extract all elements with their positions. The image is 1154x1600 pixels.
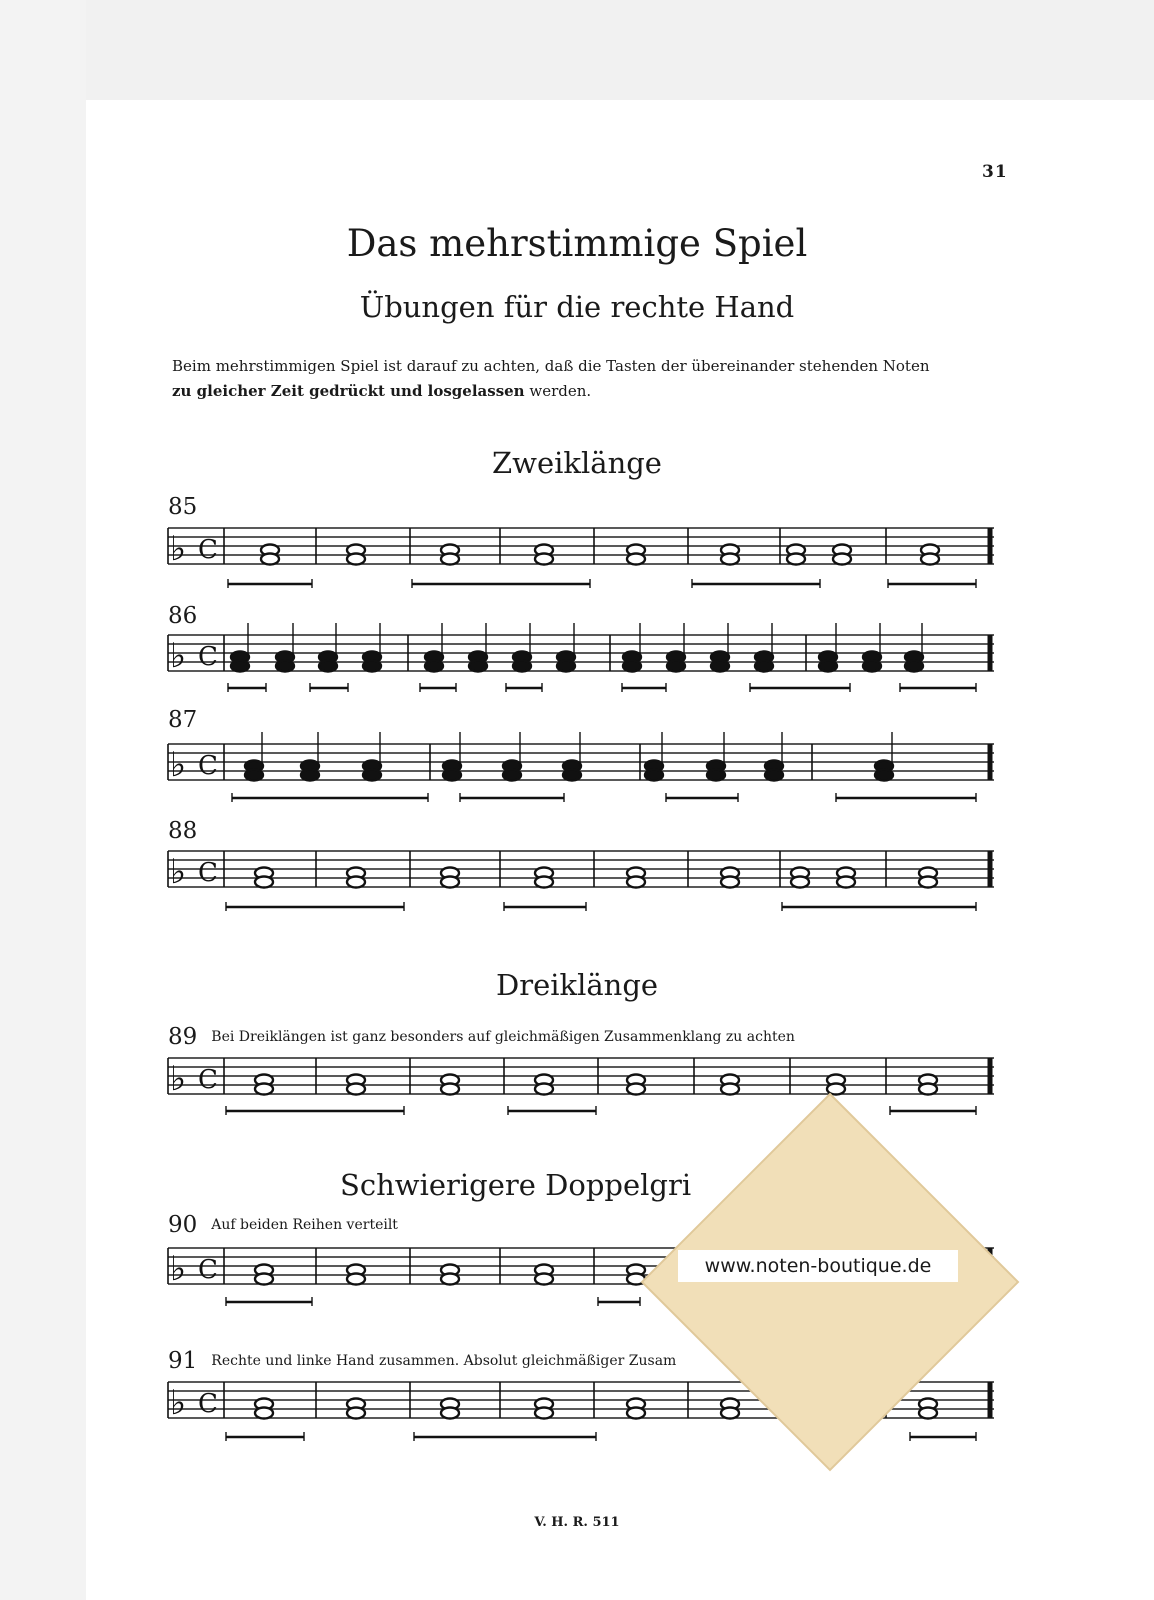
chord-note	[441, 877, 459, 888]
time-signature-icon: C	[198, 535, 218, 565]
chord-note	[513, 661, 531, 672]
chord-note	[863, 661, 881, 672]
chord-note	[347, 1274, 365, 1285]
shop-url-label: www.noten-boutique.de	[678, 1250, 958, 1282]
chord-note	[443, 770, 461, 781]
intro-line-1: Beim mehrstimmigen Spiel ist darauf zu achten, daß die Tasten der übereinander stehenden Noten	[172, 357, 930, 375]
chord-note	[347, 554, 365, 565]
bass-clef-icon: ♭	[170, 529, 187, 569]
publisher-code: V. H. R. 511	[534, 1515, 620, 1530]
chord-note	[301, 770, 319, 781]
chord-note	[261, 554, 279, 565]
chord-note	[819, 661, 837, 672]
chord-note	[837, 877, 855, 888]
chord-note	[791, 877, 809, 888]
chord-note	[347, 1084, 365, 1095]
bass-clef-icon: ♭	[170, 745, 187, 785]
exercise-number: 90	[168, 1212, 198, 1238]
chord-note	[347, 877, 365, 888]
exercise-instruction: Bei Dreiklängen ist ganz besonders auf gleichmäßigen Zusammenklang zu achten	[211, 1029, 795, 1045]
chord-note	[441, 1274, 459, 1285]
chord-note	[231, 661, 249, 672]
chord-note	[721, 554, 739, 565]
chord-note	[441, 1408, 459, 1419]
chord-note	[921, 554, 939, 565]
time-signature-icon: C	[198, 1255, 218, 1285]
bass-clef-icon: ♭	[170, 1383, 187, 1423]
chord-note	[711, 661, 729, 672]
page-title: Das mehrstimmige Spiel	[346, 222, 808, 265]
chord-note	[503, 770, 521, 781]
chord-note	[255, 1274, 273, 1285]
time-signature-icon: C	[198, 1065, 218, 1095]
chord-note	[276, 661, 294, 672]
chord-note	[623, 661, 641, 672]
intro-line-2-bold: zu gleicher Zeit gedrückt und losgelassen	[172, 382, 525, 400]
chord-note	[441, 554, 459, 565]
chord-note	[535, 877, 553, 888]
chord-note	[535, 1274, 553, 1285]
page-subtitle: Übungen für die rechte Hand	[359, 290, 795, 324]
chord-note	[469, 661, 487, 672]
chord-note	[363, 661, 381, 672]
chord-note	[627, 877, 645, 888]
chord-note	[535, 554, 553, 565]
exercise-instruction: Rechte und linke Hand zusammen. Absolut gleichmäßiger Zusam	[211, 1353, 677, 1369]
chord-note	[255, 877, 273, 888]
chord-note	[765, 770, 783, 781]
chord-note	[535, 1084, 553, 1095]
section-heading-dreiklaenge: Dreiklänge	[495, 968, 659, 1002]
chord-note	[347, 1408, 365, 1419]
exercise-number: 85	[168, 494, 198, 520]
chord-note	[363, 770, 381, 781]
chord-note	[645, 770, 663, 781]
chord-note	[245, 770, 263, 781]
chord-note	[255, 1084, 273, 1095]
chord-note	[627, 554, 645, 565]
exercise-number: 88	[168, 818, 198, 844]
time-signature-icon: C	[198, 642, 218, 672]
chord-note	[833, 554, 851, 565]
chord-note	[721, 877, 739, 888]
chord-note	[319, 661, 337, 672]
chord-note	[255, 1408, 273, 1419]
chord-note	[557, 661, 575, 672]
chord-note	[755, 661, 773, 672]
exercise-number: 89	[168, 1024, 198, 1050]
bass-clef-icon: ♭	[170, 1249, 187, 1289]
exercise-number: 87	[168, 707, 198, 733]
bass-clef-icon: ♭	[170, 636, 187, 676]
chord-note	[707, 770, 725, 781]
chord-note	[535, 1408, 553, 1419]
time-signature-icon: C	[198, 751, 218, 781]
chord-note	[905, 661, 923, 672]
exercise-number: 86	[168, 603, 198, 629]
bass-clef-icon: ♭	[170, 852, 187, 892]
chord-note	[875, 770, 893, 781]
exercise-instruction: Auf beiden Reihen verteilt	[211, 1217, 398, 1233]
exercise-number: 91	[168, 1348, 198, 1374]
chord-note	[563, 770, 581, 781]
intro-line-2-rest: werden.	[529, 382, 592, 400]
shop-sticker	[640, 1092, 1020, 1472]
page-number: 31	[982, 162, 1008, 182]
section-heading-zweiklaenge: Zweiklänge	[492, 446, 662, 480]
bass-clef-icon: ♭	[170, 1059, 187, 1099]
chord-note	[787, 554, 805, 565]
chord-note	[425, 661, 443, 672]
time-signature-icon: C	[198, 858, 218, 888]
chord-note	[919, 877, 937, 888]
chord-note	[441, 1084, 459, 1095]
section-heading-doppelgriffe: Schwierigere Doppelgri	[340, 1168, 692, 1202]
chord-note	[667, 661, 685, 672]
time-signature-icon: C	[198, 1389, 218, 1419]
